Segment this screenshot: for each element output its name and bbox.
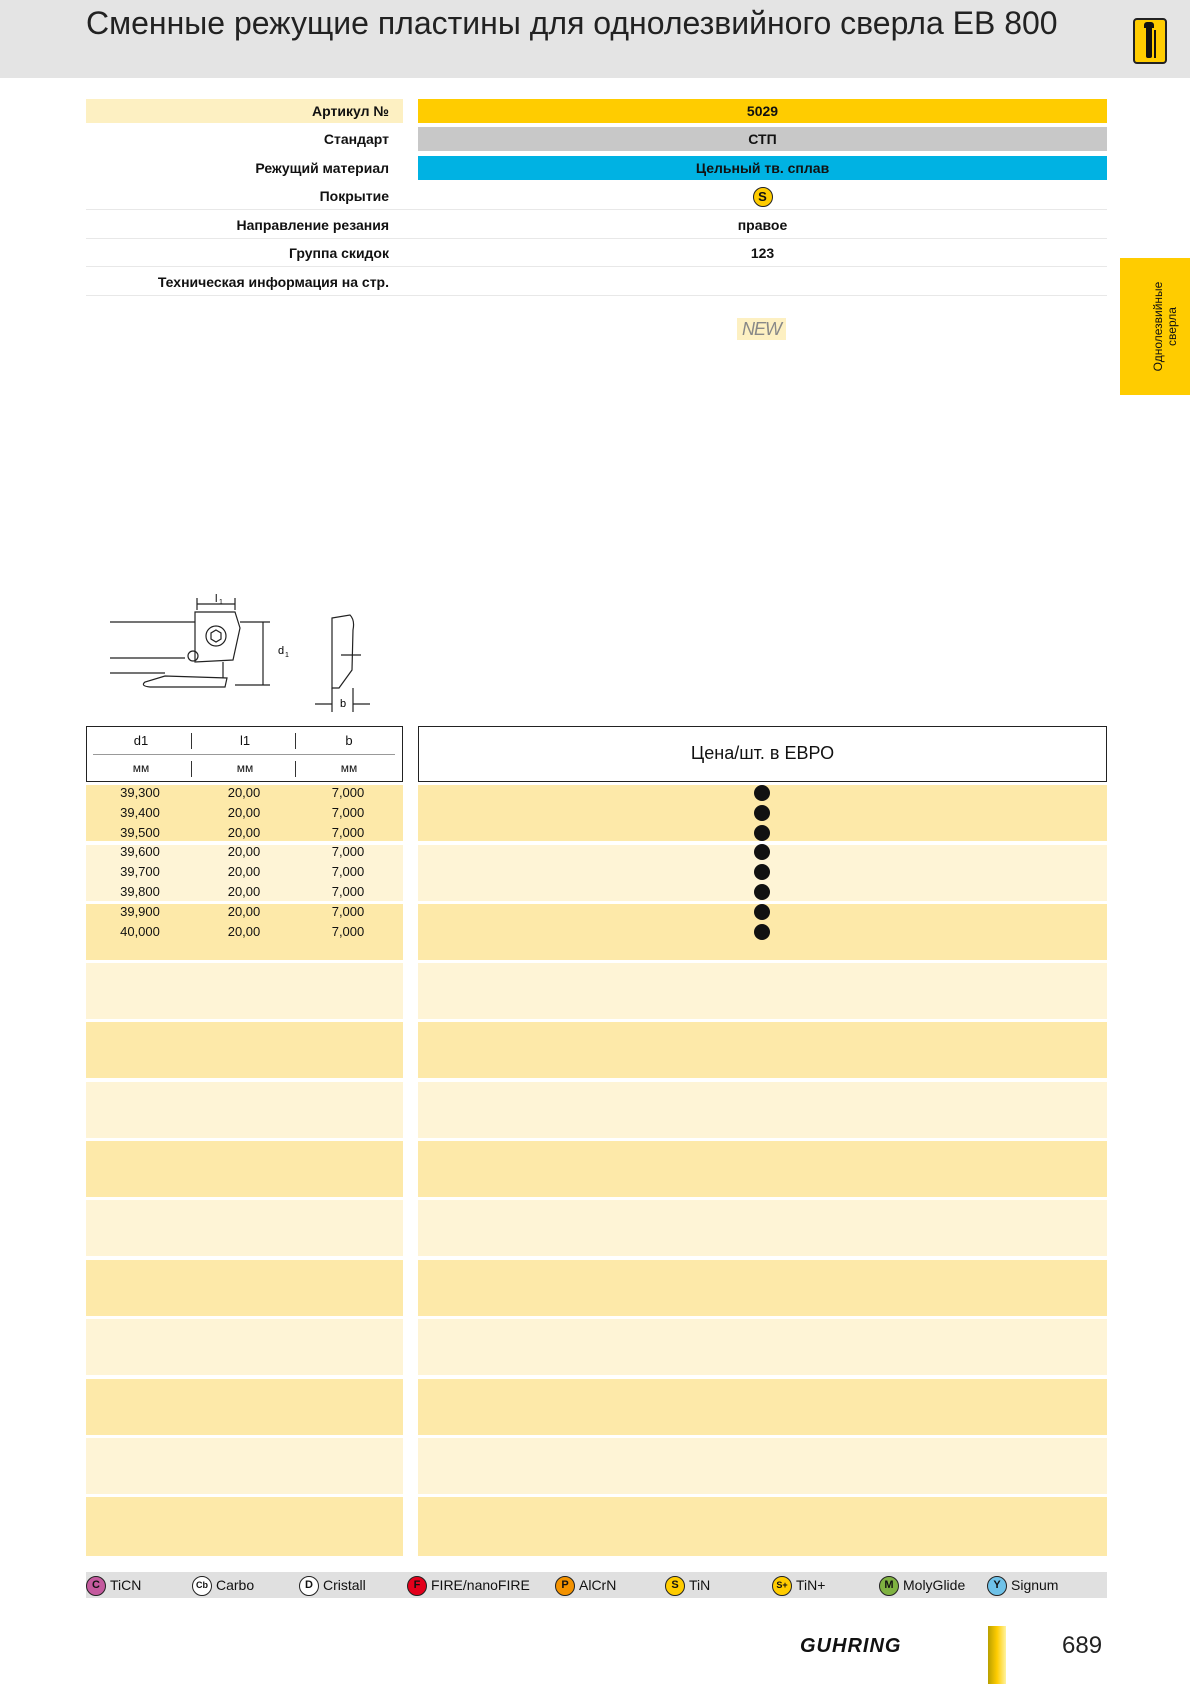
legend-item	[192, 1575, 254, 1595]
table-band-left	[86, 1200, 403, 1256]
table-band-left	[86, 1022, 403, 1078]
availability-dot-icon	[754, 785, 770, 801]
section-tab-label: Однолезвийные сверла	[1151, 281, 1179, 372]
availability-dot-icon	[754, 924, 770, 940]
spec-label: Артикул №	[86, 99, 403, 123]
table-cell: 7,000	[331, 903, 365, 919]
table-cell: 39,900	[120, 903, 160, 919]
dimension-table-header	[86, 726, 403, 782]
dim-l1-label: l	[215, 593, 218, 605]
spec-label: Стандарт	[323, 131, 389, 147]
legend-label: TiN+	[796, 1577, 826, 1593]
table-cell: 20,00	[227, 903, 261, 919]
table-band-right	[418, 1379, 1107, 1435]
table-row[interactable]	[86, 862, 403, 882]
spec-value	[418, 184, 1107, 208]
legend-item	[86, 1575, 141, 1595]
coating-icon: D	[299, 1576, 319, 1596]
page-header	[0, 0, 1190, 78]
dim-l1-sub: 1	[219, 599, 223, 606]
spec-value: СТП	[418, 127, 1107, 151]
legend-item	[987, 1575, 1058, 1595]
col-unit-l1: мм	[236, 761, 254, 775]
table-row[interactable]	[86, 783, 403, 803]
legend-label: TiN	[689, 1577, 711, 1593]
table-cell: 7,000	[331, 804, 365, 820]
legend-label: MolyGlide	[903, 1577, 966, 1593]
table-band-left	[86, 1497, 403, 1556]
legend-item	[299, 1575, 366, 1595]
table-cell: 39,800	[120, 884, 160, 899]
table-cell: 39,500	[120, 824, 160, 840]
legend-item	[665, 1575, 710, 1595]
legend-label: TiCN	[110, 1577, 142, 1593]
table-cell: 20,00	[227, 785, 261, 800]
spec-label: Покрытие	[319, 188, 389, 204]
legend-item	[879, 1575, 965, 1595]
table-cell: 7,000	[331, 884, 365, 899]
spec-label: Техническая информация на стр.	[157, 274, 389, 290]
coating-icon: F	[407, 1576, 427, 1596]
table-cell: 7,000	[331, 844, 365, 860]
drill-icon	[1133, 18, 1167, 64]
table-cell: 39,600	[120, 844, 160, 860]
price-header: Цена/шт. в ЕВРО	[418, 726, 1107, 782]
table-cell: 40,000	[120, 923, 160, 939]
table-band-left	[86, 1319, 403, 1375]
table-band-left	[86, 1260, 403, 1316]
coating-icon: Y	[987, 1576, 1007, 1596]
table-band-right	[418, 1319, 1107, 1375]
table-row[interactable]	[86, 902, 403, 922]
table-row[interactable]	[86, 882, 403, 902]
new-badge: NEW	[737, 318, 786, 340]
table-cell: 7,000	[331, 824, 365, 840]
table-cell: 39,700	[120, 864, 160, 880]
page-title: Сменные режущие пластины для однолезвийного сверла EB 800	[86, 5, 1058, 41]
brand-bar	[988, 1626, 1006, 1684]
table-row[interactable]	[86, 803, 403, 823]
page-number: 689	[1062, 1632, 1103, 1659]
col-header-b: b	[345, 733, 353, 748]
spec-value	[418, 270, 1107, 294]
spec-value: 123	[750, 245, 775, 261]
table-cell: 39,300	[120, 785, 160, 800]
legend-label: FIRE/nanoFIRE	[431, 1577, 530, 1593]
spec-value: Цельный тв. сплав	[418, 156, 1107, 180]
col-unit-b: мм	[340, 761, 358, 775]
table-band-right	[418, 1497, 1107, 1556]
table-cell: 20,00	[227, 923, 261, 939]
table-cell: 20,00	[227, 864, 261, 880]
availability-dot-icon	[754, 904, 770, 920]
coating-icon: C	[86, 1576, 106, 1596]
table-band-left	[86, 963, 403, 1019]
dim-d1-sub: 1	[285, 652, 289, 659]
table-band-left	[86, 1141, 403, 1197]
insert-drawing	[105, 590, 405, 720]
table-band-right	[418, 1200, 1107, 1256]
availability-dot-icon	[754, 825, 770, 841]
dim-b-label: b	[340, 698, 347, 710]
legend-label: Signum	[1011, 1577, 1059, 1593]
table-band-right	[418, 1141, 1107, 1197]
table-cell: 20,00	[227, 884, 261, 899]
section-tab[interactable]	[1120, 258, 1190, 395]
spec-label: Группа скидок	[289, 245, 389, 261]
legend-label: AlCrN	[579, 1577, 617, 1593]
coating-icon: S+	[772, 1576, 792, 1596]
availability-dot-icon	[754, 884, 770, 900]
legend-label: Carbo	[216, 1577, 255, 1593]
spec-value: правое	[737, 217, 788, 233]
table-cell: 7,000	[331, 864, 365, 880]
coating-icon: Cb	[192, 1576, 212, 1596]
col-header-l1: l1	[239, 733, 251, 748]
legend-item	[772, 1575, 825, 1595]
coating-legend	[86, 1572, 1107, 1598]
table-cell: 39,400	[120, 804, 160, 820]
table-cell: 20,00	[227, 804, 261, 820]
legend-label: Cristall	[323, 1577, 366, 1593]
spec-value: 5029	[418, 99, 1107, 123]
table-row[interactable]	[86, 842, 403, 862]
coating-s-icon: S	[753, 187, 773, 207]
coating-icon: S	[665, 1576, 685, 1596]
table-cell: 7,000	[331, 923, 365, 939]
legend-item	[555, 1575, 616, 1595]
table-band-right	[418, 1082, 1107, 1138]
table-row[interactable]	[86, 922, 403, 942]
table-cell: 20,00	[227, 824, 261, 840]
table-band-left	[86, 1438, 403, 1494]
table-band-right	[418, 1260, 1107, 1316]
coating-icon: M	[879, 1576, 899, 1596]
table-band-right	[418, 1022, 1107, 1078]
spec-label: Режущий материал	[255, 160, 389, 176]
brand-logo: GUHRING	[800, 1635, 902, 1657]
table-band-right	[418, 963, 1107, 1019]
coating-icon: P	[555, 1576, 575, 1596]
table-band-left	[86, 1379, 403, 1435]
table-band-left	[86, 1082, 403, 1138]
table-band-right	[418, 1438, 1107, 1494]
spec-label: Направление резания	[236, 217, 389, 233]
table-row[interactable]	[86, 823, 403, 843]
legend-item	[407, 1575, 530, 1595]
table-cell: 20,00	[227, 844, 261, 860]
table-cell: 7,000	[331, 785, 365, 800]
col-unit-d1: мм	[132, 761, 150, 775]
col-header-d1: d1	[133, 733, 149, 748]
availability-dot-icon	[754, 805, 770, 821]
dim-d1-label: d	[278, 645, 285, 657]
